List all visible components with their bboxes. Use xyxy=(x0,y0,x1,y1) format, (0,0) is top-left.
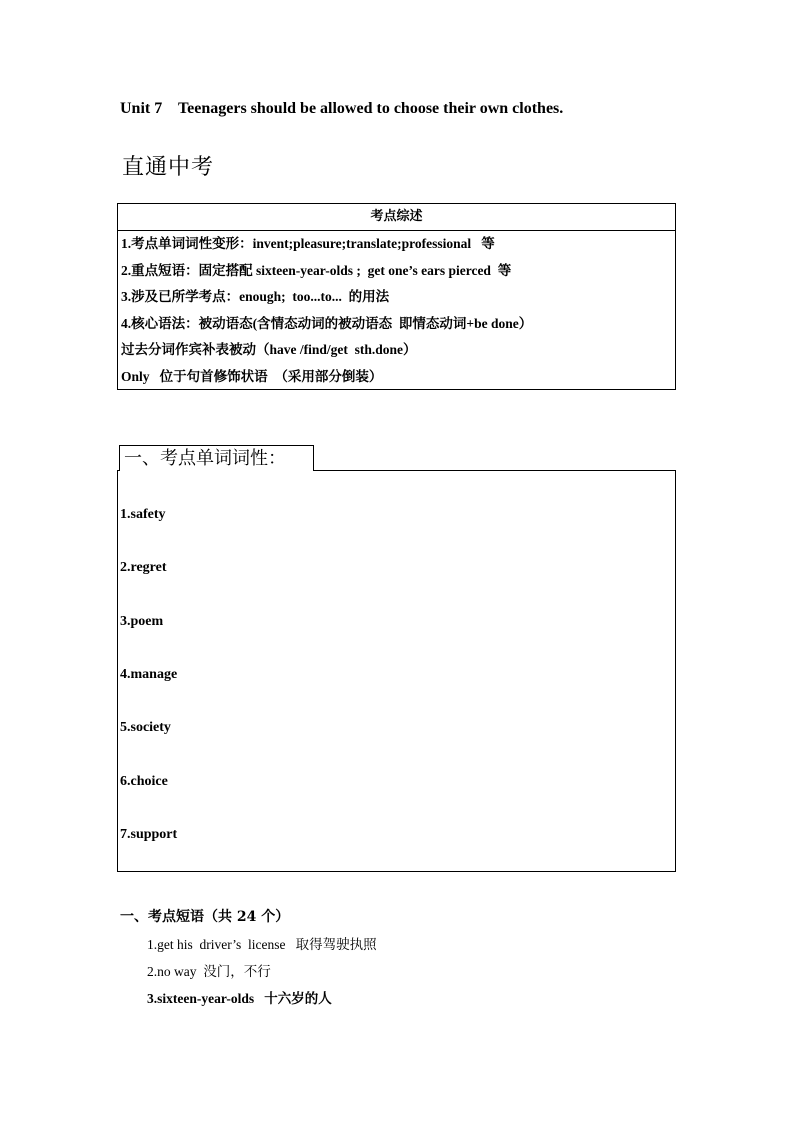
phrase-section-heading: 一、考点短语（共 24 个） xyxy=(120,909,290,925)
summary-table xyxy=(117,203,676,390)
unit-title: Unit 7 Teenagers should be allowed to choose their own clothes. xyxy=(120,100,564,117)
word-section-box xyxy=(117,470,676,872)
phrase-item: 3.sixteen-year-olds 十六岁的人 xyxy=(147,991,332,1006)
word-section-tab: 一、考点单词词性： xyxy=(119,445,314,471)
summary-table-header: 考点综述 xyxy=(118,204,675,231)
word-item: 4.manage xyxy=(120,667,178,682)
summary-row-1: 1.考点单词词性变形：invent;pleasure;translate;professional 等 xyxy=(121,236,495,251)
summary-row-2: 2.重点短语：固定搭配 sixteen-year-olds ; get one’s ears pierced 等 xyxy=(121,262,512,278)
word-item: 2.regret xyxy=(120,560,167,575)
word-item: 6.choice xyxy=(120,774,168,789)
summary-row-5: 过去分词作宾补表被动（have /find/get sth.done） xyxy=(121,342,417,357)
word-item: 7.support xyxy=(120,827,178,842)
phrase-item: 1.get his driver’s license 取得驾驶执照 xyxy=(147,937,377,952)
summary-row-4: 4.核心语法：被动语态(含情态动词的被动语态 即情态动词+be done） xyxy=(121,315,533,331)
summary-row-3: 3.涉及已所学考点：enough; too...to... 的用法 xyxy=(121,289,390,304)
word-item: 1.safety xyxy=(120,507,166,522)
summary-row-6: Only 位于句首修饰状语 （采用部分倒装） xyxy=(121,368,383,384)
section-heading: 直通中考 xyxy=(122,155,215,180)
word-item: 5.society xyxy=(120,720,171,735)
phrase-item: 2.no way 没门，不行 xyxy=(147,964,271,979)
word-item: 3.poem xyxy=(120,614,164,629)
